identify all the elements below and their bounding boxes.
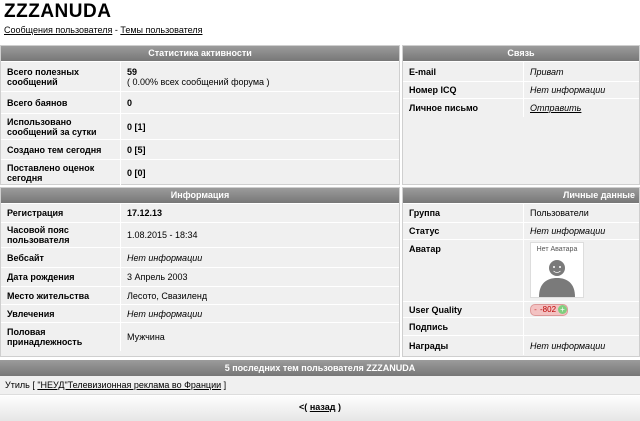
birthdate-value: 3 Апрель 2003 bbox=[127, 272, 188, 282]
bayans-label: Всего баянов bbox=[1, 92, 121, 113]
personal-row-signature bbox=[403, 317, 639, 335]
contact-row-pm bbox=[403, 98, 639, 117]
recent-topics-list bbox=[0, 376, 640, 395]
awards-label: Награды bbox=[403, 336, 524, 355]
gender-label: Половая принадлежность bbox=[1, 323, 121, 351]
bayans-value: 0 bbox=[127, 97, 133, 108]
info-panel bbox=[0, 187, 400, 357]
back-close: ) bbox=[337, 402, 341, 412]
quality-minus-button[interactable]: - bbox=[534, 304, 537, 314]
info-row-birthdate bbox=[1, 267, 399, 286]
website-value: Нет информации bbox=[127, 252, 203, 263]
signature-label: Подпись bbox=[403, 318, 524, 335]
stats-row-ratings-today bbox=[1, 159, 399, 185]
registration-label: Регистрация bbox=[1, 204, 121, 222]
personal-header: Личные данные bbox=[403, 188, 639, 203]
email-label: E-mail bbox=[403, 62, 524, 81]
topics-today-value: 0 [5] bbox=[127, 144, 146, 155]
profile-username: ZZZANUDA bbox=[4, 1, 112, 22]
breadcrumb bbox=[4, 25, 203, 35]
hobbies-label: Увлечения bbox=[1, 305, 121, 322]
timezone-label: Часовой пояс пользователя bbox=[1, 223, 121, 247]
avatar-value bbox=[524, 240, 639, 301]
personal-row-status bbox=[403, 222, 639, 239]
no-avatar-caption: Нет Аватара bbox=[536, 246, 578, 253]
icq-value: Нет информации bbox=[530, 85, 606, 95]
total-posts-percent: ( 0.00% всех сообщений форума ) bbox=[127, 76, 270, 87]
total-posts-label: Всего полезных сообщений bbox=[1, 62, 121, 91]
ratings-today-value: 0 [0] bbox=[127, 167, 146, 178]
group-value: Пользователи bbox=[530, 208, 589, 218]
contact-header: Связь bbox=[403, 46, 639, 61]
gender-value: Мужчина bbox=[127, 332, 165, 342]
info-row-hobbies bbox=[1, 304, 399, 322]
private-message-label: Личное письмо bbox=[403, 99, 524, 117]
info-row-registration bbox=[1, 203, 399, 222]
activity-stats-header: Статистика активности bbox=[1, 46, 399, 61]
location-label: Место жительства bbox=[1, 287, 121, 304]
stats-row-bayans bbox=[1, 91, 399, 113]
daily-posts-value: 0 [1] bbox=[127, 121, 146, 132]
total-posts-value bbox=[121, 62, 399, 91]
info-header: Информация bbox=[1, 188, 399, 203]
user-quality-value bbox=[524, 302, 639, 317]
avatar bbox=[530, 242, 584, 298]
topic-close-bracket: ] bbox=[223, 380, 227, 390]
website-label: Вебсайт bbox=[1, 248, 121, 267]
registration-value: 17.12.13 bbox=[127, 208, 163, 218]
activity-stats-panel bbox=[0, 45, 400, 185]
stats-row-daily-posts bbox=[1, 113, 399, 139]
info-row-gender bbox=[1, 322, 399, 351]
default-avatar-icon bbox=[531, 243, 583, 297]
back-bar bbox=[0, 396, 640, 421]
recent-topic-link[interactable]: "НЕУД"Телевизионная реклама во Франции bbox=[37, 380, 222, 390]
status-label: Статус bbox=[403, 223, 524, 239]
topics-today-label: Создано тем сегодня bbox=[1, 140, 121, 159]
private-message-value bbox=[524, 99, 639, 117]
hobbies-value: Нет информации bbox=[127, 308, 203, 319]
avatar-label: Аватар bbox=[403, 240, 524, 301]
contact-row-icq bbox=[403, 81, 639, 98]
personal-row-awards bbox=[403, 335, 639, 355]
status-value: Нет информации bbox=[530, 226, 606, 236]
location-value: Лесото, Свазиленд bbox=[127, 290, 208, 301]
recent-topics-header: 5 последних тем пользователя ZZZANUDA bbox=[0, 360, 640, 376]
info-row-website bbox=[1, 247, 399, 267]
icq-label: Номер ICQ bbox=[403, 82, 524, 98]
topic-open-bracket: [ bbox=[32, 380, 35, 390]
daily-posts-label: Использовано сообщений за сутки bbox=[1, 114, 121, 139]
personal-row-group bbox=[403, 203, 639, 222]
breadcrumb-separator: - bbox=[112, 25, 121, 35]
contact-row-email bbox=[403, 61, 639, 81]
total-posts-count: 59 bbox=[127, 66, 138, 77]
timezone-value: 1.08.2015 - 18:34 bbox=[127, 230, 198, 240]
user-messages-link[interactable]: Сообщения пользователя bbox=[4, 25, 113, 35]
contact-panel bbox=[402, 45, 640, 185]
birthdate-label: Дата рождения bbox=[1, 268, 121, 286]
user-topics-link[interactable]: Темы пользователя bbox=[120, 25, 203, 35]
ratings-today-label: Поставлено оценок сегодня bbox=[1, 160, 121, 185]
signature-value bbox=[524, 318, 639, 335]
stats-row-topics-today bbox=[1, 139, 399, 159]
quality-plus-button[interactable]: + bbox=[558, 305, 567, 314]
stats-row-total-posts bbox=[1, 61, 399, 91]
personal-row-avatar bbox=[403, 239, 639, 301]
personal-row-user-quality bbox=[403, 301, 639, 317]
awards-value: Нет информации bbox=[530, 340, 606, 351]
send-message-link[interactable]: Отправить bbox=[530, 103, 582, 113]
group-label: Группа bbox=[403, 204, 524, 222]
info-row-location bbox=[1, 286, 399, 304]
email-value: Приват bbox=[530, 66, 564, 77]
back-link[interactable]: назад bbox=[309, 402, 336, 412]
quality-score: -802 bbox=[540, 304, 557, 314]
personal-panel bbox=[402, 187, 640, 357]
topic-section-label: Утиль bbox=[5, 380, 30, 390]
user-quality-widget bbox=[530, 304, 568, 316]
user-quality-label: User Quality bbox=[403, 302, 524, 317]
back-open: <( bbox=[299, 402, 308, 412]
info-row-timezone bbox=[1, 222, 399, 247]
